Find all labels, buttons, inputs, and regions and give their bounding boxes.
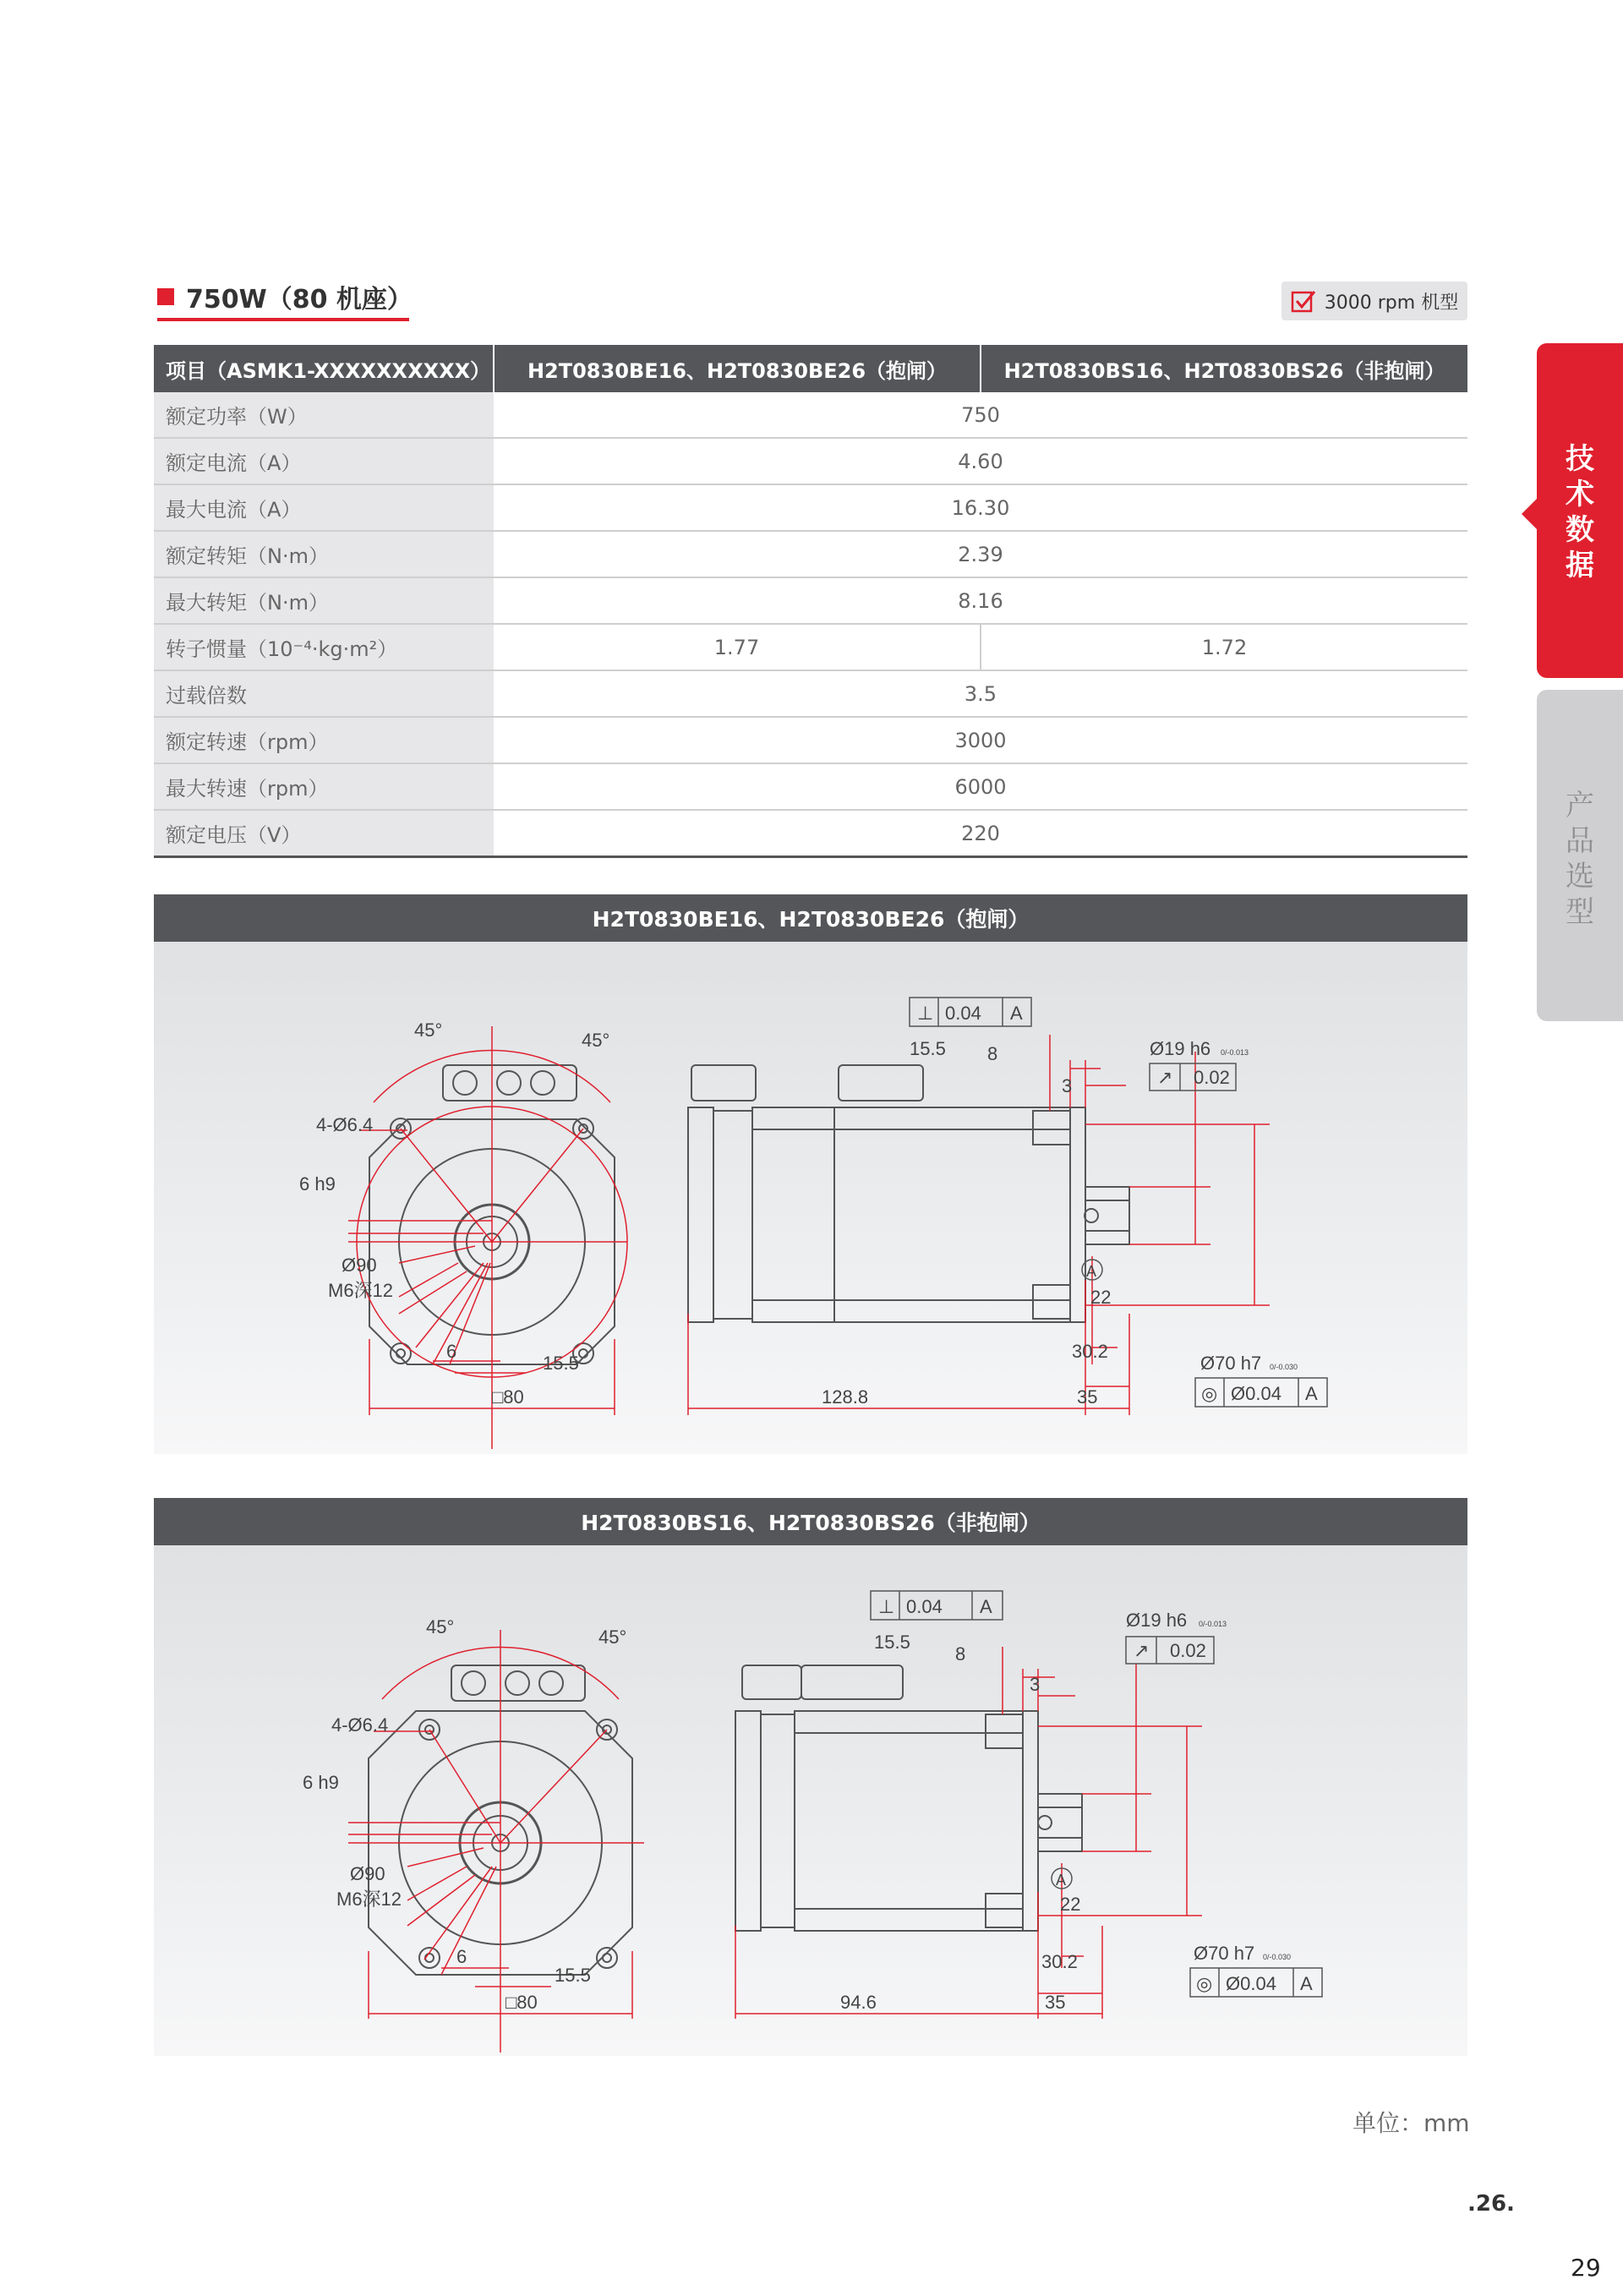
tab-char: 型	[1566, 895, 1594, 929]
side-view	[735, 1665, 1082, 1931]
perp-value: 0.04	[945, 1003, 981, 1024]
pilot-tol: 0/-0.030	[1263, 1953, 1292, 1961]
rpm-badge	[1281, 282, 1467, 320]
dim-6-label: 6	[456, 1946, 467, 1967]
perp-symbol: ⊥	[878, 1596, 895, 1617]
conc-frame	[1190, 1968, 1322, 1997]
dim-3-label: 3	[1030, 1674, 1041, 1695]
dim-35-label: 35	[1077, 1386, 1098, 1408]
tab-pointer-icon	[1522, 499, 1537, 529]
table-row	[154, 531, 1467, 577]
row-value: 16.30	[494, 484, 1467, 531]
drawing-panel-nonbrake	[154, 1545, 1467, 2056]
row-label: 转子惯量（10⁻⁴·kg·m²）	[154, 624, 494, 670]
row-label: 额定电流（A）	[154, 438, 494, 484]
shaft-label: Ø19 h6	[1150, 1038, 1211, 1059]
runout-value: 0.02	[1194, 1067, 1230, 1088]
col-header-item: 项目（ASMK1-XXXXXXXXXX）	[154, 345, 494, 392]
perp-frame	[871, 1591, 1003, 1620]
dim-6-label: 6	[446, 1341, 457, 1362]
holes-label: 4-Ø6.4	[316, 1114, 374, 1135]
section-title: 750W（80 机座）	[186, 285, 413, 314]
row-label: 额定功率（W）	[154, 392, 494, 438]
pilot-label: Ø70 h7	[1200, 1353, 1262, 1374]
key-label: 6 h9	[303, 1772, 339, 1793]
length-label: 128.8	[822, 1386, 869, 1408]
table-row	[154, 763, 1467, 810]
side-view	[688, 1065, 1129, 1322]
square-label: □80	[492, 1386, 524, 1408]
angle-left-label: 45°	[426, 1616, 455, 1637]
row-value: 4.60	[494, 438, 1467, 484]
row-value: 2.39	[494, 531, 1467, 577]
col-header-brake: H2T0830BE16、H2T0830BE26（抱闸）	[494, 345, 981, 392]
row-value: 6000	[494, 763, 1467, 810]
drawing-panel-brake	[154, 942, 1467, 1454]
dim-8-label: 8	[987, 1043, 998, 1064]
conc-symbol: ◎	[1196, 1973, 1213, 1994]
runout-frame	[1150, 1063, 1236, 1091]
perp-symbol: ⊥	[917, 1003, 934, 1024]
row-label: 额定转矩（N·m）	[154, 531, 494, 577]
runout-symbol: ↗	[1134, 1640, 1150, 1661]
table-row	[154, 624, 1467, 670]
dim-35-label: 35	[1045, 1992, 1066, 2013]
datum-a-marker	[1052, 1868, 1072, 1889]
motor-drawing-nonbrake	[154, 1545, 1467, 2056]
row-value-nonbrake: 1.72	[981, 624, 1467, 670]
front-dim-lines	[348, 1630, 644, 2053]
angle-right-label: 45°	[598, 1626, 627, 1648]
runout-frame	[1126, 1637, 1214, 1664]
table-row	[154, 577, 1467, 624]
row-label: 额定电压（V）	[154, 810, 494, 857]
dim-8-label: 8	[955, 1643, 966, 1665]
conc-value: Ø0.04	[1226, 1973, 1276, 1994]
col-header-nonbrake: H2T0830BS16、H2T0830BS26（非抱闸）	[981, 345, 1467, 392]
tab-product-selection[interactable]	[1537, 690, 1623, 1021]
table-row	[154, 484, 1467, 531]
row-label: 最大转速（rpm）	[154, 763, 494, 810]
tab-char: 数	[1566, 513, 1594, 547]
tab-char: 品	[1566, 824, 1594, 858]
holes-label: 4-Ø6.4	[331, 1714, 389, 1736]
table-row	[154, 717, 1467, 763]
conc-symbol: ◎	[1201, 1383, 1218, 1404]
conc-datum: A	[1300, 1973, 1313, 1994]
dim-15-5-label: 15.5	[874, 1632, 910, 1653]
row-value: 220	[494, 810, 1467, 857]
row-value: 8.16	[494, 577, 1467, 624]
square-label: □80	[505, 1992, 538, 2013]
checkbox-icon	[1291, 288, 1316, 314]
tab-char: 据	[1566, 549, 1594, 582]
pcd-label: Ø90	[350, 1863, 385, 1884]
thread-label: M6深12	[336, 1889, 402, 1910]
drawing-title-brake: H2T0830BE16、H2T0830BE26（抱闸）	[154, 894, 1467, 942]
table-row	[154, 392, 1467, 438]
thread-label: M6深12	[328, 1280, 394, 1301]
pcd-label: Ø90	[342, 1255, 377, 1276]
side-dim-lines	[735, 1647, 1202, 2019]
perp-frame	[910, 998, 1031, 1026]
heading-underline	[157, 318, 409, 321]
page-number: 29	[1571, 2254, 1601, 2282]
motor-drawing-brake	[154, 942, 1467, 1454]
row-label: 最大转矩（N·m）	[154, 577, 494, 624]
row-label: 过载倍数	[154, 670, 494, 717]
dim-30-2-label: 30.2	[1041, 1951, 1078, 1972]
dim-3-label: 3	[1062, 1075, 1073, 1096]
row-value: 3000	[494, 717, 1467, 763]
tab-char: 技	[1566, 442, 1594, 476]
conc-value: Ø0.04	[1231, 1383, 1281, 1404]
key-label: 6 h9	[299, 1173, 336, 1194]
tab-char: 术	[1566, 478, 1594, 511]
tab-technical-data[interactable]	[1537, 343, 1623, 678]
angle-right-label: 45°	[582, 1030, 610, 1051]
conc-frame	[1195, 1378, 1327, 1407]
datum-a-marker-label: A	[1056, 1872, 1067, 1889]
shaft-tol: 0/-0.013	[1199, 1620, 1227, 1628]
dim-22-label: 22	[1060, 1894, 1081, 1915]
dim-15-5-front-label: 15.5	[555, 1965, 591, 1986]
pilot-label: Ø70 h7	[1194, 1943, 1255, 1964]
section-heading	[157, 277, 413, 316]
tab-char: 产	[1566, 789, 1594, 823]
perp-datum: A	[980, 1596, 992, 1617]
row-label: 额定转速（rpm）	[154, 717, 494, 763]
table-row	[154, 438, 1467, 484]
drawing-title-nonbrake: H2T0830BS16、H2T0830BS26（非抱闸）	[154, 1498, 1467, 1545]
runout-value: 0.02	[1170, 1640, 1206, 1661]
row-value-brake: 1.77	[494, 624, 981, 670]
conc-datum: A	[1305, 1383, 1318, 1404]
table-row	[154, 670, 1467, 717]
dim-15-5-front-label: 15.5	[543, 1353, 579, 1374]
spec-table	[154, 345, 1467, 858]
rpm-badge-label: 3000 rpm 机型	[1324, 292, 1459, 314]
page-marker: .26.	[1467, 2191, 1515, 2217]
row-value: 750	[494, 392, 1467, 438]
angle-left-label: 45°	[414, 1020, 443, 1041]
dim-22-label: 22	[1090, 1287, 1112, 1308]
shaft-tol: 0/-0.013	[1221, 1048, 1249, 1057]
unit-label: 单位：mm	[1352, 2109, 1470, 2137]
length-label: 94.6	[840, 1992, 877, 2013]
dim-30-2-label: 30.2	[1072, 1341, 1108, 1362]
pilot-tol: 0/-0.030	[1270, 1363, 1298, 1371]
shaft-label: Ø19 h6	[1126, 1610, 1188, 1631]
side-dim-lines	[688, 1035, 1270, 1415]
perp-datum: A	[1010, 1003, 1023, 1024]
runout-symbol: ↗	[1157, 1067, 1173, 1088]
row-label: 最大电流（A）	[154, 484, 494, 531]
datum-a-marker-label: A	[1086, 1263, 1097, 1280]
perp-value: 0.04	[906, 1596, 943, 1617]
dim-15-5-label: 15.5	[910, 1038, 946, 1059]
heading-marker	[157, 288, 174, 305]
row-value: 3.5	[494, 670, 1467, 717]
table-header-row	[154, 345, 1467, 392]
table-row	[154, 810, 1467, 857]
tab-char: 选	[1566, 860, 1594, 894]
